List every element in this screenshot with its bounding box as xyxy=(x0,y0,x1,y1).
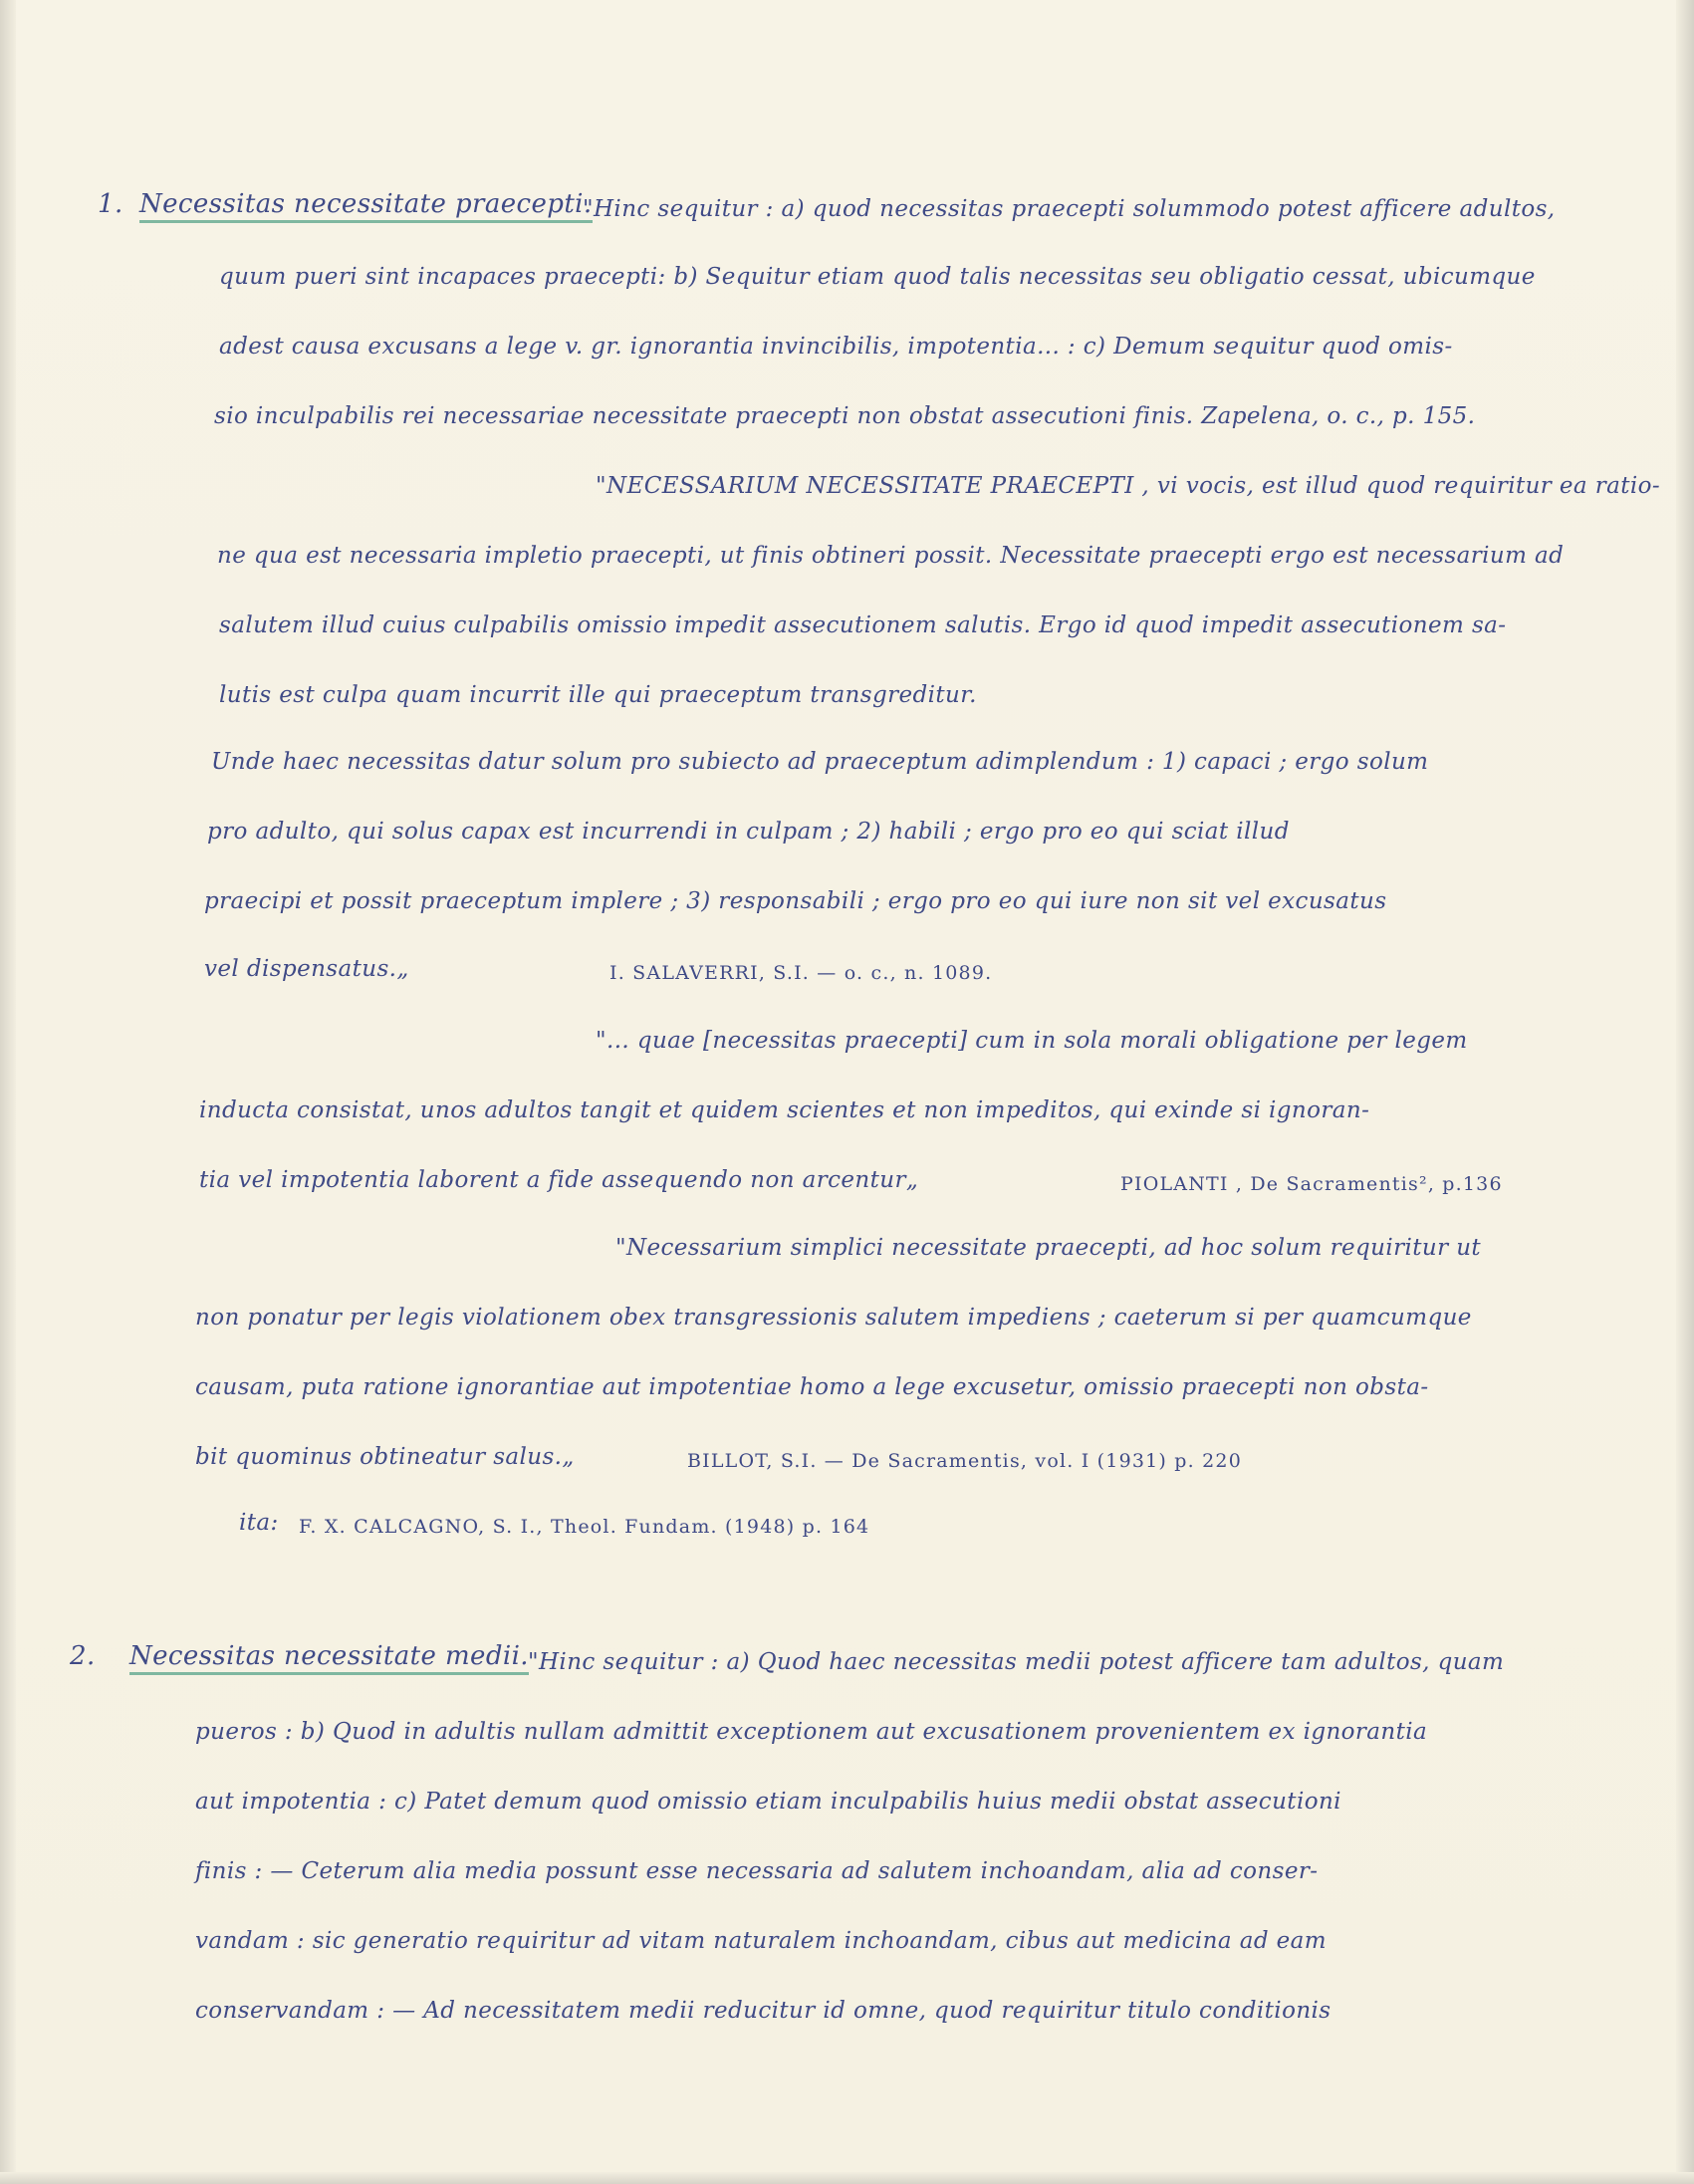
page-edge-right xyxy=(1676,0,1694,2184)
section-2-line-6: conservandam : — Ad necessitatem medii reducitur id omne, quod requiritur titulo conditionis xyxy=(195,1998,1331,2024)
section-2-title xyxy=(129,1641,529,1671)
section-2-line-5: vandam : sic generatio requiritur ad vitam naturalem inchoandam, cibus aut medicina ad eam xyxy=(195,1928,1327,1954)
page-edge-left xyxy=(0,0,16,2184)
section-1-line-7: salutem illud cuius culpabilis omissio impedit assecutionem salutis. Ergo id quod impedit assecutionem sa- xyxy=(219,612,1507,638)
section-2-line-3: aut impotentia : c) Patet demum quod omissio etiam inculpabilis huius medii obstat assecutioni xyxy=(195,1789,1341,1815)
section-1-line-14: inducta consistat, unos adultos tangit et quidem scientes et non impeditos, qui exinde si ignoran- xyxy=(199,1097,1370,1123)
section-1-title-text: Necessitas necessitate praecepti. xyxy=(139,189,593,223)
citation-piolanti: PIOLANTI , De Sacramentis², p.136 xyxy=(1120,1173,1503,1195)
section-2-line-1: "Hinc sequitur : a) Quod haec necessitas medii potest afficere tam adultos, quam xyxy=(528,1649,1505,1675)
section-1-title xyxy=(139,189,593,219)
section-2-number: 2. xyxy=(70,1641,96,1671)
section-1-line-8: lutis est culpa quam incurrit ille qui praeceptum transgreditur. xyxy=(219,682,977,708)
section-1-line-10: pro adulto, qui solus capax est incurrendi in culpam ; 2) habili ; ergo pro eo qui sciat illud xyxy=(207,819,1290,845)
section-1-line-3: adest causa excusans a lege v. gr. ignorantia invincibilis, impotentia... : c) Demum sequitur quod omis- xyxy=(219,334,1453,360)
section-1-number: 1. xyxy=(98,189,123,219)
page-edge-bottom xyxy=(0,2172,1694,2184)
section-1-line-12: vel dispensatus.„ xyxy=(204,956,409,982)
section-1-line-9: Unde haec necessitas datur solum pro subiecto ad praeceptum adimplendum : 1) capaci ; ergo solum xyxy=(211,749,1429,775)
citation-salaverri: I. SALAVERRI, S.I. — o. c., n. 1089. xyxy=(609,962,993,984)
citation-billot: BILLOT, S.I. — De Sacramentis, vol. I (1931) p. 220 xyxy=(687,1450,1242,1472)
citation-calcagno: F. X. CALCAGNO, S. I., Theol. Fundam. (1948) p. 164 xyxy=(299,1516,870,1538)
section-1-line-2: quum pueri sint incapaces praecepti: b) Sequitur etiam quod talis necessitas seu obligatio cessat, ubicumque xyxy=(219,264,1536,290)
section-1-line-6: ne qua est necessaria impletio praecepti, ut finis obtineri possit. Necessitate praecepti ergo est necessarium ad xyxy=(217,543,1565,569)
section-1-line-11: praecipi et possit praeceptum implere ; 3) responsabili ; ergo pro eo qui iure non sit vel excusatus xyxy=(204,888,1387,914)
section-1-line-19: bit quominus obtineatur salus.„ xyxy=(195,1444,575,1470)
section-1-line-1: "Hinc sequitur : a) quod necessitas praecepti solummodo potest afficere adultos, xyxy=(583,196,1556,222)
section-1-line-18: causam, puta ratione ignorantiae aut impotentiae homo a lege excusetur, omissio praecepti non obsta- xyxy=(195,1374,1429,1400)
section-1-line-5: "NECESSARIUM NECESSITATE PRAECEPTI , vi vocis, est illud quod requiritur ea ratio- xyxy=(596,473,1661,499)
section-1-line-4: sio inculpabilis rei necessariae necessitate praecepti non obstat assecutioni finis. Zapelena, o. c., p. 155. xyxy=(214,403,1476,429)
section-2-line-2: pueros : b) Quod in adultis nullam admittit exceptionem aut excusationem provenientem ex ignorantia xyxy=(195,1719,1428,1745)
section-2-line-4: finis : — Ceterum alia media possunt esse necessaria ad salutem inchoandam, alia ad conser- xyxy=(195,1858,1319,1884)
section-1-line-15: tia vel impotentia laborent a fide assequendo non arcentur„ xyxy=(199,1167,919,1193)
section-1-line-17: non ponatur per legis violationem obex transgressionis salutem impediens ; caeterum si per quamcumque xyxy=(195,1305,1472,1331)
section-2-title-text: Necessitas necessitate medii. xyxy=(129,1641,529,1675)
section-1-line-16: "Necessarium simplici necessitate praecepti, ad hoc solum requiritur ut xyxy=(615,1235,1482,1261)
section-1-ita: ita: xyxy=(239,1510,279,1536)
section-1-line-13: "... quae [necessitas praecepti] cum in sola morali obligatione per legem xyxy=(596,1028,1468,1054)
